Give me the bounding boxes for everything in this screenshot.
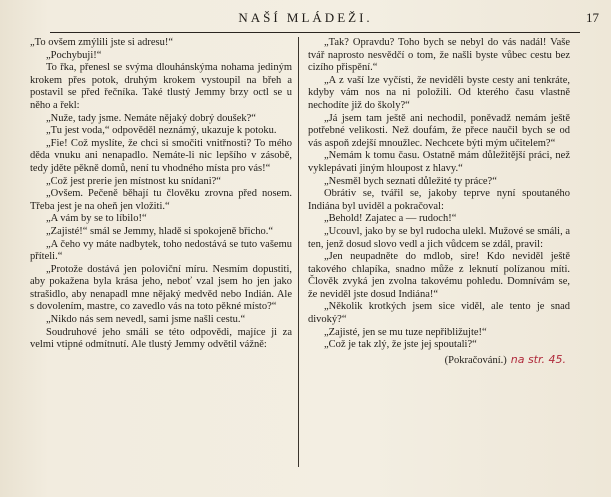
column-divider (298, 37, 299, 467)
paragraph: „Pochybuji!“ (46, 49, 102, 61)
paragraph: „A čeho vy máte nadbytek, toho nedostává se tuto vašemu příteli.“ (30, 238, 292, 263)
paragraph: „Nemám k tomu času. Ostatně mám důležitější práci, než vyklepávati jiným hloupost z hlavy.“ (308, 150, 570, 174)
paragraph: „Nuže, tady jsme. Nemáte nějaký dobrý doušek?“ (46, 112, 256, 124)
paragraph: „Zajisté, jen se mu tuze nepřibližujte!“ (324, 326, 487, 338)
header-rule (50, 32, 580, 33)
paragraph: „Ovšem. Pečeně běhají tu člověku zrovna před nosem. Třeba jest je na oheň jen vložiti.“ (30, 188, 292, 212)
paragraph: „Zajisté!“ smál se Jemmy, hladě si spokojeně břicho.“ (46, 225, 274, 237)
paragraph: „Nesměl bych seznati důležité ty práce?“ (324, 175, 497, 187)
paragraph: „A vám by se to líbilo!“ (46, 213, 147, 225)
paragraph: „Já jsem tam ještě ani nechodil, poněvadž nemám ještě potřebné velikosti. Než doufám, že přece naučil bych se od vás aspoň zdejší mnoužlec. Nechcete býti mým učitelem?“ (308, 112, 570, 149)
left-column (30, 37, 292, 352)
page-header (0, 10, 611, 30)
paragraph: „Jen neupadněte do mdlob, sire! Kdo neviděl ještě takového chlapíka, snadno může z leknutí polízanou míti. Člověk zvyká jen zvolna takovému pohledu. Domnívám se, že neviděl jste dosud Indiána!“ (308, 251, 570, 300)
right-column (308, 37, 570, 367)
paragraph: „Protože dostává jen poloviční míru. Nesmím dopustiti, aby pokažena byla krása jeho, neboť vzal jsem ho jen jako strašidlo, aby nenapadl mne nějaký medvěd nebo Indián. Ale s dovolením, mastre, co zavedlo vás na toto pěkné místo?“ (30, 263, 292, 313)
paragraph: Obrátiv se, tvářil se, jakoby teprve nyní spoutaného Indiána byl uviděl a pokračoval: (308, 188, 570, 212)
continuation-label: (Pokračování.) (444, 354, 507, 366)
paragraph: „Několik krotkých jsem sice viděl, ale tento je snad divoký?“ (308, 301, 570, 326)
paragraph: „A z vaší lze vyčísti, že neviděli byste cesty ani tenkráte, kdyby vám nos na ni položili. Od kteréhо času vlastně nechodíte již do školy?“ (308, 74, 570, 111)
paragraph: „Ucouvl, jako by se byl rudocha ulekl. Mužové se smáli, a ten, jenž dosud slovo vedl a jich vůdcem se zdál, pravil: (308, 225, 570, 250)
handwritten-note: na str. 45. (510, 352, 566, 366)
paragraph: „Fie! Což myslíte, že chci si smočiti vnitřnosti? To mého děda vnuku ani nenapadlo. Nemáte-li nic lepšího v zásobě, tedy jděte pěkně domů, není tu vhodného místa pro vás!“ (30, 137, 292, 174)
continuation-note (308, 354, 570, 368)
running-title: NAŠÍ MLÁDEŽI. (238, 10, 373, 25)
paragraph: Soudruhové jeho smáli se této odpovědi, majíce ji za velmi vtipné odmítnutí. Ale tlustý Jemmy odvětil vážně: (30, 326, 292, 351)
paragraph: To řka, přenesl se svýma dlouhánskýma nohama jediným krokem přes potok, druhým krokem vystoupil na břeh a postavil se před řečníka. Také tlustý Jemmy brzy octl se u něho a řekl: (30, 62, 292, 111)
paragraph: „To ovšem zmýlili jste si adresu!“ (30, 37, 174, 48)
paragraph: „Což jest prerie jen místnost ku snídani?“ (46, 175, 221, 187)
page-number: 17 (586, 10, 599, 25)
paragraph: „Nikdo nás sem nevedl, sami jsme našli cestu.“ (46, 314, 246, 326)
paragraph: „Tak? Opravdu? Toho bych se nebyl do vás nadál! Vaše tvář naprosto nesvědčí o tom, že našli byste vůbec cestu bez cizího přispění.“ (308, 37, 570, 74)
paragraph: „Tu jest voda,“ odpověděl neznámý, ukazuje k potoku. (46, 125, 277, 137)
paragraph: „Což je tak zlý, že jste jej spoutali?“ (324, 339, 477, 351)
paragraph: „Behold! Zajatec a — rudoch!“ (324, 213, 457, 225)
